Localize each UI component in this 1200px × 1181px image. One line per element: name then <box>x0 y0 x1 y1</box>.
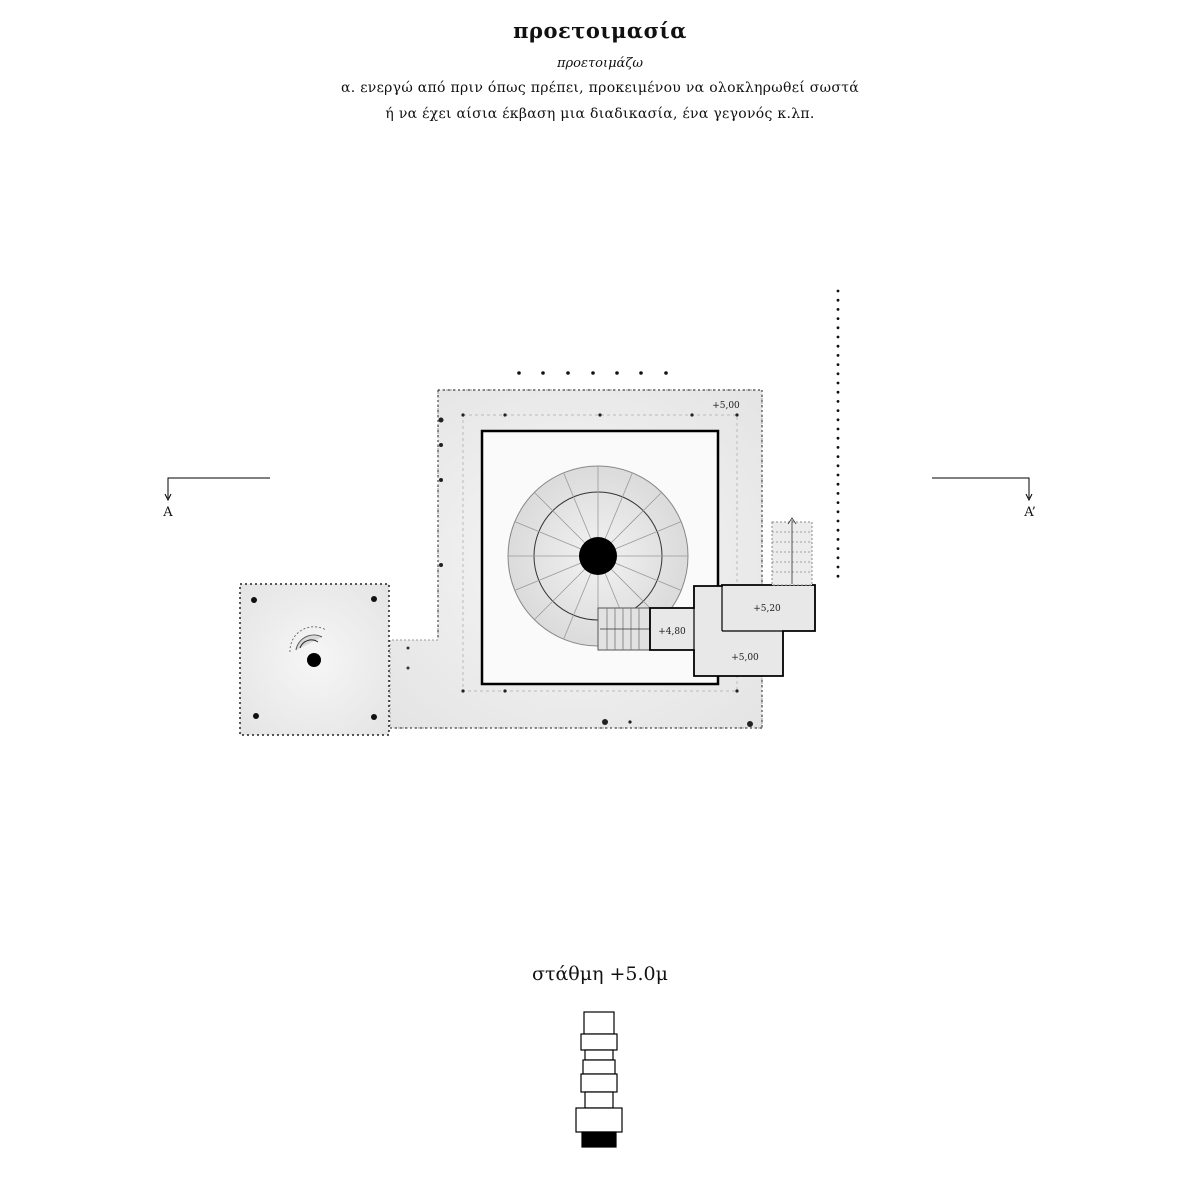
boundary-dot <box>837 372 840 375</box>
boundary-dot <box>837 400 840 403</box>
boundary-dot <box>837 556 840 559</box>
annex-core <box>307 653 321 667</box>
definition-line-2: ή να έχει αίσια έκβαση μια διαδικασία, ένα γεγονός κ.λπ. <box>385 106 815 122</box>
annex-pavilion <box>240 584 410 735</box>
boundary-dot <box>837 520 840 523</box>
level-label: στάθμη +5.0μ <box>531 963 668 985</box>
section-marker-right <box>932 478 1032 500</box>
boundary-dot <box>837 529 840 532</box>
boundary-dot <box>837 317 840 320</box>
boundary-dot <box>837 455 840 458</box>
boundary-dot <box>837 336 840 339</box>
boundary-dot <box>837 418 840 421</box>
boundary-dot <box>837 492 840 495</box>
boundary-dot <box>837 538 840 541</box>
page-subtitle: προετοιμάζω <box>557 56 643 71</box>
boundary-dot <box>837 391 840 394</box>
boundary-dot <box>837 474 840 477</box>
page-title: προετοιμασία <box>513 18 687 43</box>
boundary-dot <box>837 575 840 578</box>
elevation-stair-landing: +4,80 <box>658 627 686 637</box>
dot-row-top <box>517 371 668 375</box>
boundary-dot <box>837 326 840 329</box>
boundary-dot <box>837 501 840 504</box>
boundary-dot <box>837 566 840 569</box>
boundary-dot <box>837 345 840 348</box>
boundary-dot <box>837 428 840 431</box>
dot-column-right <box>837 290 840 578</box>
boundary-dot <box>837 354 840 357</box>
section-marker-left <box>165 478 270 500</box>
boundary-dot <box>837 363 840 366</box>
boundary-dot <box>837 437 840 440</box>
boundary-dot <box>837 547 840 550</box>
stair-core <box>579 537 617 575</box>
boundary-dot <box>837 409 840 412</box>
boundary-dot <box>837 308 840 311</box>
boundary-dot <box>837 382 840 385</box>
level-indicator <box>576 1012 622 1147</box>
boundary-dot <box>837 446 840 449</box>
external-stair <box>772 518 812 585</box>
boundary-dot <box>837 299 840 302</box>
section-label-right: A’ <box>1024 505 1036 520</box>
boundary-dot <box>837 290 840 293</box>
elevation-main: +5,00 <box>712 401 740 411</box>
elevation-landing-low: +5,00 <box>731 653 759 663</box>
straight-flight <box>598 608 650 650</box>
elevation-landing-high: +5,20 <box>753 604 781 614</box>
boundary-dot <box>837 483 840 486</box>
section-label-left: A <box>163 505 173 520</box>
boundary-dot <box>837 464 840 467</box>
definition-line-1: α. ενεργώ από πριν όπως πρέπει, προκειμένου να ολοκληρωθεί σωστά <box>340 80 860 96</box>
boundary-dot <box>837 510 840 513</box>
